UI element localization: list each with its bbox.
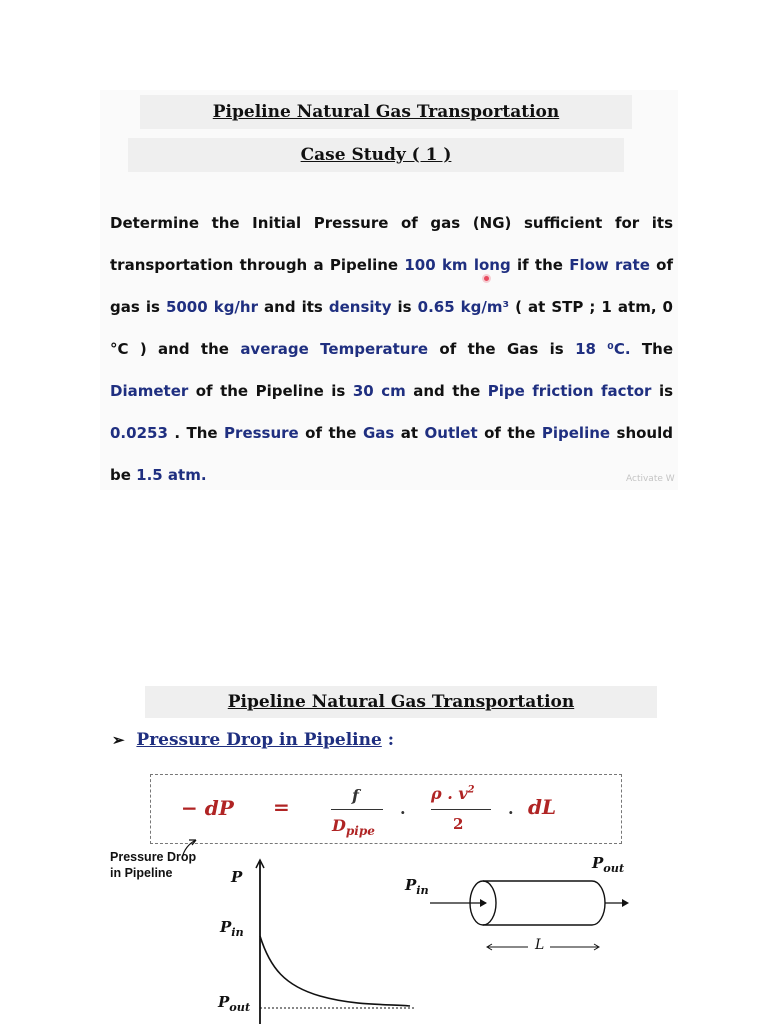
equation-d-pipe — [332, 816, 375, 838]
graph-p-in-sub: in — [231, 924, 244, 939]
heading-colon: : — [381, 730, 394, 750]
equation-f-numerator: f — [352, 786, 359, 805]
highlighted-value: 100 km — [404, 256, 468, 274]
equation-two: 2 — [453, 815, 464, 833]
pressure-drop-heading-text: Pressure Drop in Pipeline — [136, 730, 382, 750]
activate-windows-watermark: Activate W — [626, 474, 675, 484]
pressure-drop-label-line1: Pressure Drop — [110, 850, 197, 864]
pipe-body — [483, 881, 605, 925]
paragraph-text: at — [394, 424, 425, 442]
paragraph-text: is — [651, 382, 674, 400]
highlighted-value: density — [328, 298, 392, 316]
case-study-subtitle: Case Study ( 1 ) — [128, 138, 624, 172]
pressure-drop-equation — [150, 774, 622, 844]
highlighted-value: 1.5 atm. — [136, 466, 207, 484]
pipe-length-label: L — [535, 937, 545, 953]
graph-y-label: P — [231, 868, 243, 886]
highlighted-value: average Temperature — [240, 340, 429, 358]
paragraph-text: ( at STP ; 1 atm, 0 °C ) and the — [110, 298, 673, 358]
paragraph-text: of the Pipeline is — [188, 382, 353, 400]
equation-equals: = — [273, 795, 290, 819]
paragraph-text: and the — [405, 382, 488, 400]
highlighted-value: long — [473, 256, 511, 274]
d-pipe-main: D — [332, 816, 346, 835]
pipe-p-out-main: P — [592, 854, 604, 872]
highlighted-value: Pipeline — [541, 424, 611, 442]
pressure-drop-heading — [112, 730, 394, 750]
paragraph-text: should be — [110, 424, 673, 484]
equation-dot-1: . — [400, 799, 406, 818]
highlighted-value: 5000 kg/hr — [165, 298, 258, 316]
pipe-p-in-sub: in — [416, 882, 429, 897]
paragraph-text: if the — [510, 256, 570, 274]
highlighted-value: Pressure — [224, 424, 299, 442]
graph-p-in-main: P — [220, 918, 232, 936]
rho-v-sup: 2 — [467, 784, 475, 796]
highlighted-value: Diameter — [110, 382, 189, 400]
highlighted-value: 30 cm — [352, 382, 406, 400]
paragraph-text: of gas is — [110, 256, 673, 316]
d-pipe-sub: pipe — [345, 824, 375, 839]
highlighted-value: Outlet — [424, 424, 478, 442]
graph-p-out-label — [218, 993, 250, 1014]
highlighted-value: Flow rate — [569, 256, 650, 274]
paragraph-text: Determine the Initial Pressure of gas (NG) sufficient for its transportation through a Pipeline — [110, 214, 673, 274]
pipe-p-in-main: P — [405, 876, 417, 894]
paragraph-text: is — [391, 298, 418, 316]
equation-dot-2: . — [508, 799, 514, 818]
outlet-arrow-icon — [622, 899, 629, 907]
equation-dl: dL — [528, 795, 557, 819]
pipe-p-in-label — [405, 876, 429, 897]
paragraph-text: and its — [258, 298, 329, 316]
paragraph-text: . The — [167, 424, 225, 442]
graph-p-in-label — [220, 918, 244, 939]
case-study-slide — [100, 90, 678, 490]
pressure-decay-curve — [260, 936, 410, 1006]
slide-title: Pipeline Natural Gas Transportation — [140, 95, 632, 129]
slide2-title: Pipeline Natural Gas Transportation — [145, 686, 657, 718]
paragraph-text: of the Gas is — [428, 340, 576, 358]
pipe-p-out-label — [592, 854, 624, 875]
equation-rho-v2 — [431, 784, 475, 803]
pressure-decay-graph — [250, 858, 430, 1024]
rho-v-text: ρ . v — [431, 784, 468, 803]
pressure-drop-label-line2: in Pipeline — [110, 866, 173, 880]
graph-p-out-main: P — [218, 993, 230, 1011]
bullet-arrow-icon: ➢ — [112, 731, 125, 749]
fraction-bar-1 — [331, 809, 383, 810]
paragraph-text: of the — [477, 424, 542, 442]
problem-statement — [110, 202, 673, 496]
laser-pointer-dot — [484, 276, 489, 281]
highlighted-value: 0.0253 — [110, 424, 168, 442]
highlighted-value: Pipe friction factor — [487, 382, 652, 400]
fraction-bar-2 — [431, 809, 491, 810]
pipe-p-out-sub: out — [603, 860, 625, 875]
highlighted-value: 18 ⁰C. — [575, 340, 631, 358]
equation-lhs: − dP — [181, 796, 234, 820]
highlighted-value: Gas — [362, 424, 395, 442]
highlighted-value: 0.65 kg/m³ — [417, 298, 510, 316]
inlet-arrow-icon — [480, 899, 487, 907]
graph-p-out-sub: out — [229, 999, 251, 1014]
callout-arrow-icon — [170, 832, 210, 862]
paragraph-text: of the — [298, 424, 363, 442]
paragraph-text: The — [630, 340, 674, 358]
